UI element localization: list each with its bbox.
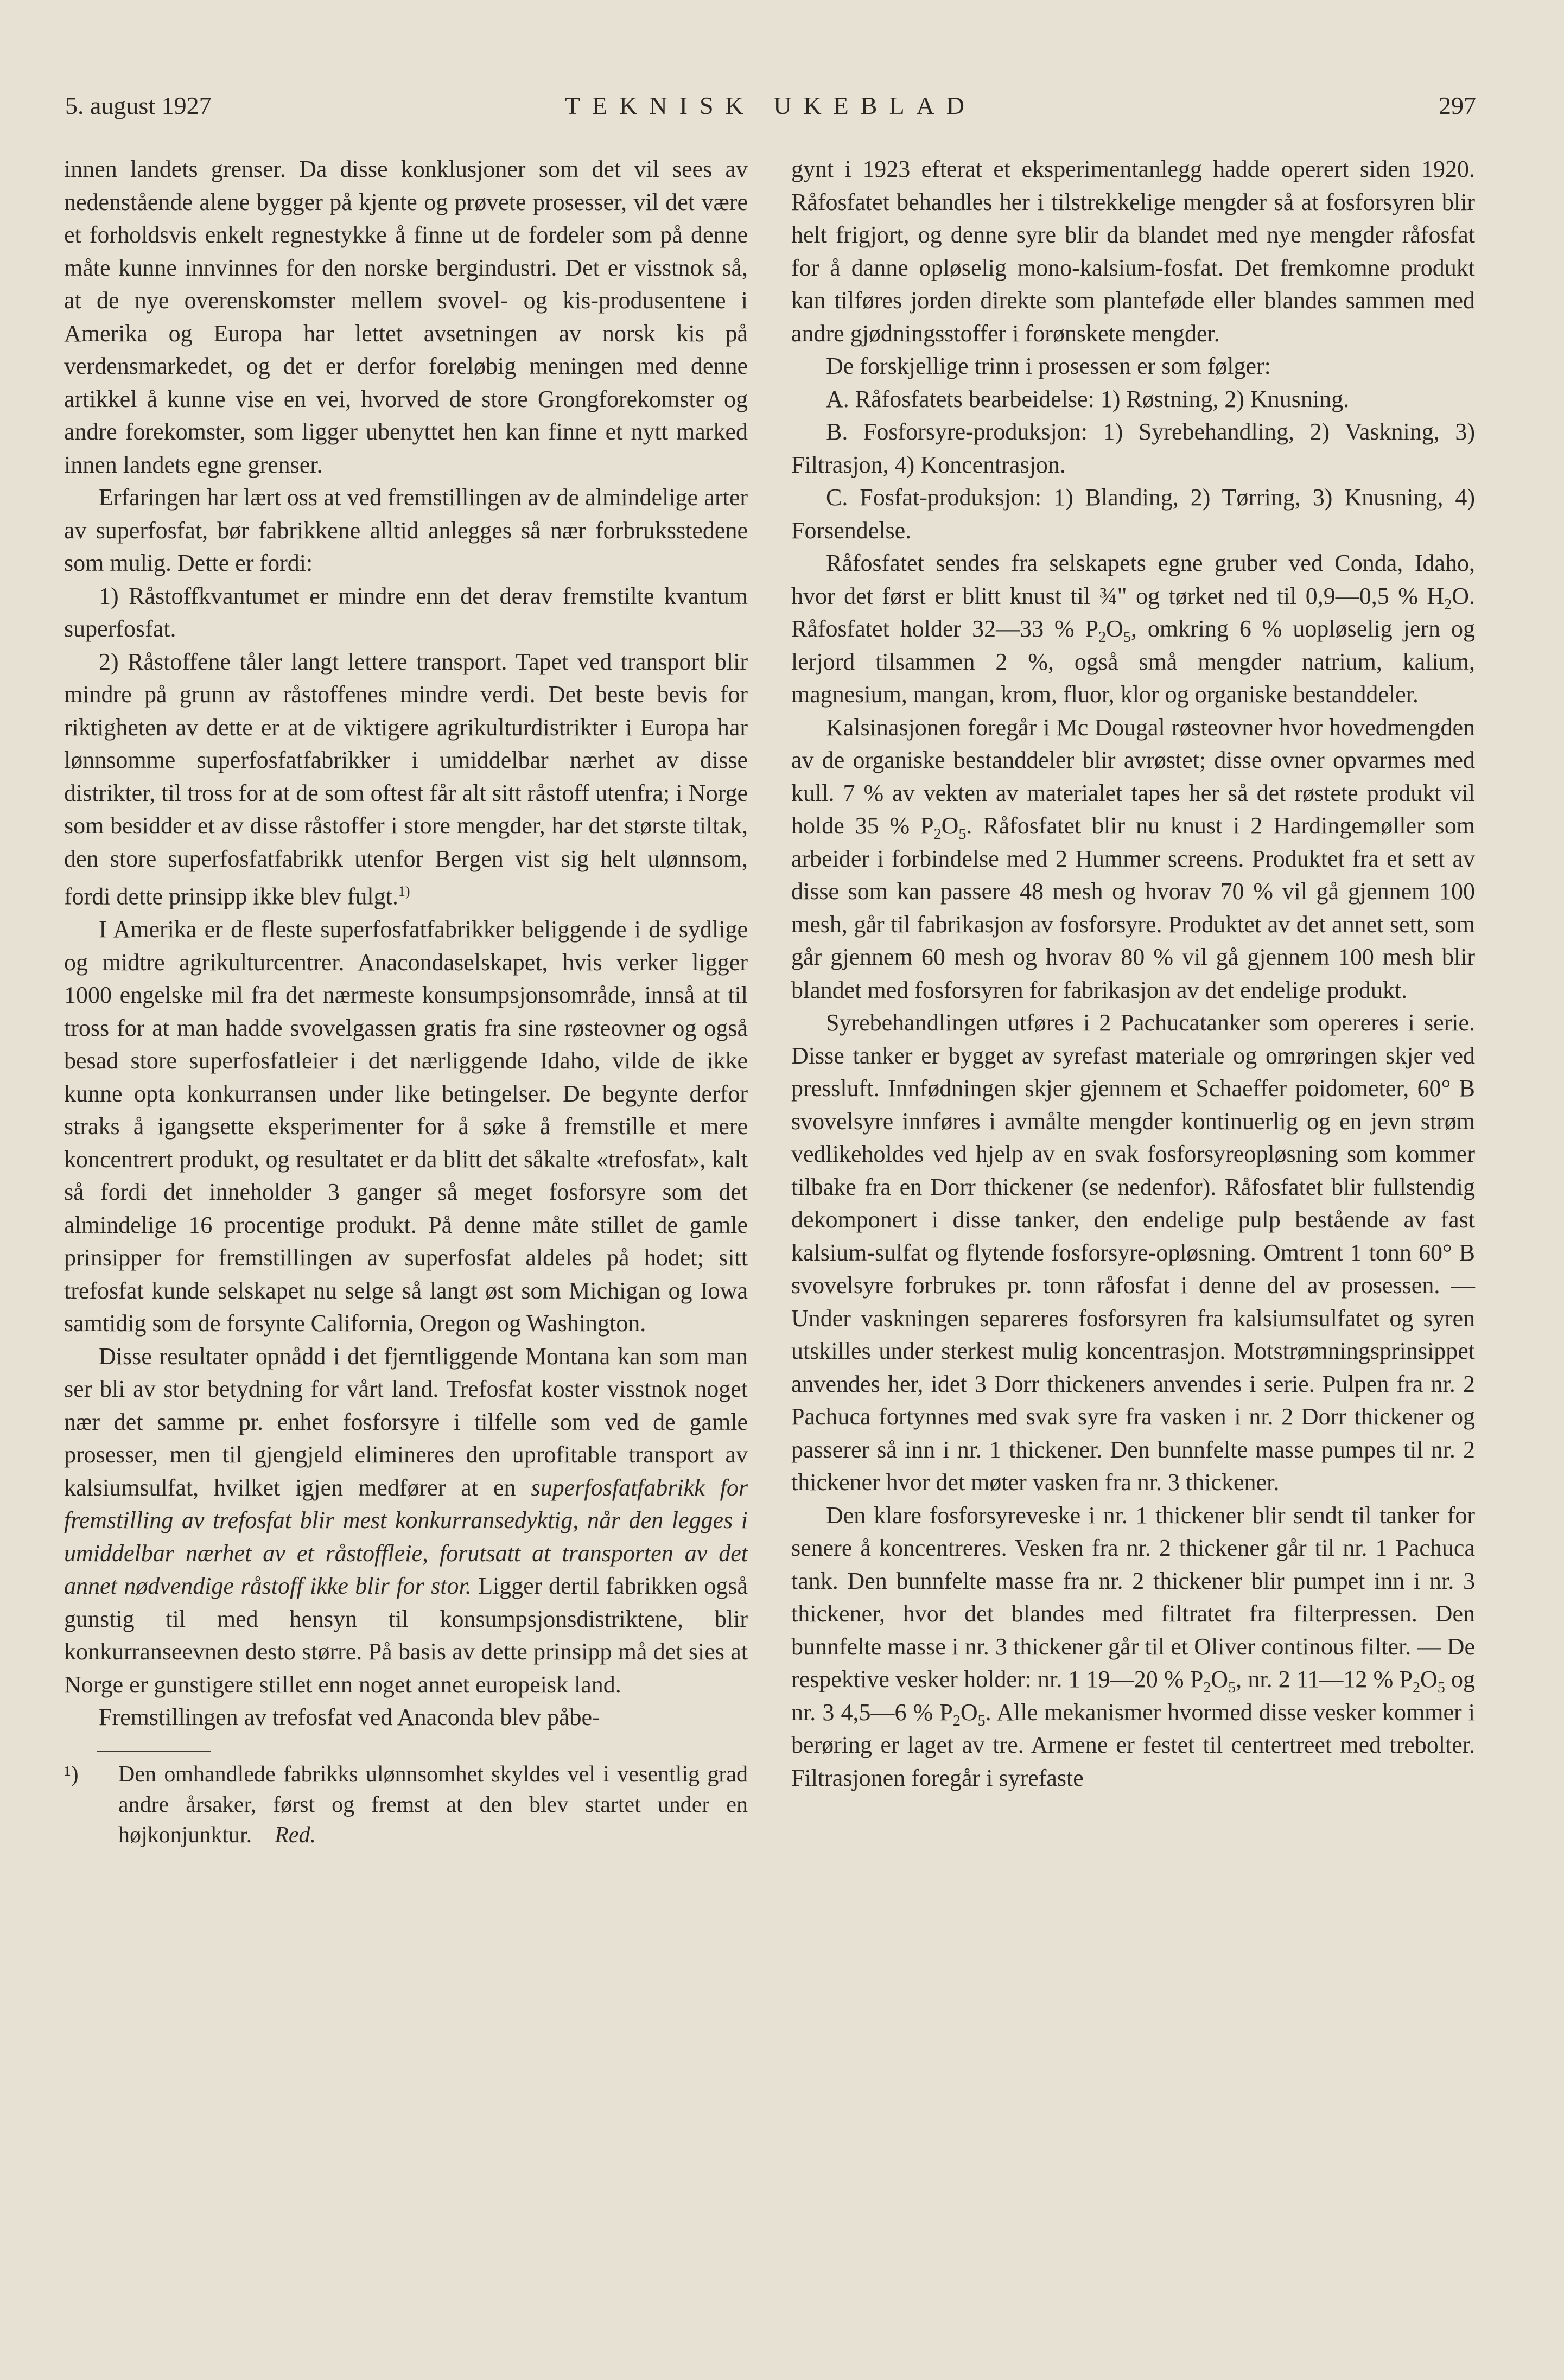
- right-paragraph-1: gynt i 1923 efterat et eksperimentanlegg hadde operert siden 1920. Råfosfatet behandles her i tilstrekkelige mengder så at fosforsyren blir helt frigjort, og denne syre blir da blandet med nye mengder råfosfat for å danne opløselig mono-kalsium-fosfat. Det fremkomne produkt kan tilføres jorden direkte som planteføde eller blandes sammen med andre gjødningsstoffer i forønskete mengder.: [791, 156, 1475, 347]
- process-step-b: B. Fosforsyre-produksjon: 1) Syrebehandling, 2) Vaskning, 3) Filtrasjon, 4) Koncentrasjon.: [791, 418, 1475, 478]
- footnote: [64, 1759, 748, 1850]
- footnote-editor-tag: Red.: [275, 1822, 316, 1848]
- footnote-reference: 1): [398, 883, 410, 899]
- issue-date: 5. august 1927: [65, 92, 212, 119]
- process-step-c: C. Fosfat-produksjon: 1) Blanding, 2) Tørring, 3) Knusning, 4) Forsendelse.: [791, 484, 1475, 544]
- right-paragraph-7: Kalsinasjonen foregår i Mc Dougal røsteovner hvor hovedmengden av de organiske bestanddeler blir avrøstet; disse ovner opvarmes med kull. 7 % av vekten av materialet tapes her så det røstete produkt vil holde 35 % $P_2O_5$. Råfosfatet blir nu knust i 2 Hardingemøller som arbeider i forbindelse med 2 Hummer screens. Produktet fra et sett av disse som kan passere 48 mesh og hvorav 70 % vil gå gjennem 100 mesh, går til fabrikasjon av fosforsyre. Produktet av det annet sett, som går gjennem 60 mesh og hvorav 80 % vil gå gjennem 100 mesh blir blandet med fosforsyren for fabrikasjon av det endelige produkt.: [791, 714, 1475, 1003]
- page-number: 297: [1439, 92, 1476, 119]
- journal-title: TEKNISK UKEBLAD: [564, 92, 976, 119]
- left-column: [64, 153, 748, 1850]
- left-paragraph-1: innen landets grenser. Da disse konklusjoner som det vil sees av nedenstående alene bygger på kjente og prøvete prosesser, vil det være et forholdsvis enkelt regnestykke å finne ut de fordeler som på denne måte kunne innvinnes for den norske bergindustri. Det er visstnok så, at de nye overenskomster mellem svovel- og kis-produsentene i Amerika og Europa har lettet avsetningen av norsk kis på verdensmarkedet, og det er derfor foreløbig meningen med denne artikkel å kunne vise en vei, hvorved de store Grongforekomster og andre forekomster, som ligger ubenyttet hen kan finne et nytt marked innen landets egne grenser.: [64, 156, 748, 478]
- left-paragraph-3: 1) Råstoffkvantumet er mindre enn det derav fremstilte kvantum superfosfat.: [64, 582, 748, 642]
- right-paragraph-8: Syrebehandlingen utføres i 2 Pachucatanker som opereres i serie. Disse tanker er bygget av syrefast materiale og omrøringen skjer ved pressluft. Innfødningen skjer gjennem et Schaeffer poidometer, 60° B svovelsyre innføres i avmålte mengder kontinuerlig og en jevn strøm vedlikeholdes ved hjelp av en svak fosforsyreopløsning som kommer tilbake fra en Dorr thickener (se nedenfor). Råfosfatet blir fullstendig dekomponert i disse tanker, den endelige pulp bestående av fast kalsium-sulfat og flytende fosforsyre-opløsning. Omtrent 1 tonn 60° B svovelsyre forbrukes pr. tonn råfosfat i denne del av prosessen. — Under vaskningen separeres fosforsyren fra kalsiumsulfatet og syren utskilles under sterkest mulig koncentrasjon. Motstrømningsprinsippet anvendes her, idet 3 Dorr thickeners anvendes i serie. Pulpen fra nr. 2 Pachuca fortynnes med svak syre fra vasken i nr. 2 Dorr thickener og passerer så inn i nr. 1 thickener. Den bunnfelte masse pumpes til nr. 2 thickener hvor det møter vasken fra nr. 3 thickener.: [791, 1009, 1475, 1496]
- footnote-divider: [97, 1751, 211, 1752]
- left-paragraph-6: Disse resultater opnådd i det fjerntliggende Montana kan som man ser bli av stor betydning for vårt land. Trefosfat koster visstnok noget nær det samme pr. enhet fosforsyre i tilfelle som ved de gamle prosesser, men til gjengjeld elimineres den uprofitable transport av kalsiumsulfat, hvilket igjen medfører at en superfosfatfabrikk for fremstilling av trefosfat blir mest konkurransedyktig, når den legges i umiddelbar nærhet av et råstoffleie, forutsatt at transporten av det annet nødvendige råstoff ikke blir for stor. Ligger dertil fabrikken også gunstig til med hensyn til konsumpsjonsdistriktene, blir konkurranseevnen desto større. På basis av dette prinsipp må det sies at Norge er gunstigere stillet enn noget annet europeisk land.: [64, 1342, 748, 1698]
- right-paragraph-2: De forskjellige trinn i prosessen er som følger:: [826, 353, 1271, 379]
- emphasis-text: superfosfatfabrikk for fremstilling av trefosfat blir mest konkurransedyktig, når den legges i umiddelbar nærhet av et råstoffleie, forutsatt at transporten av det annet nødvendige råstoff ikke blir for stor.: [64, 1474, 748, 1600]
- right-paragraph-9: Den klare fosforsyreveske i nr. 1 thickener blir sendt til tanker for senere å koncentreres. Vesken fra nr. 2 thickener går til nr. 1 Pachuca tank. Den bunnfelte masse fra nr. 2 thickener blir pumpet inn i nr. 3 thickener, hvor det blandes med filtratet fra filterpressen. Den bunnfelte masse i nr. 3 thickener går til et Oliver continous filter. — De respektive vesker holder: nr. 1 19—20 % $P_2O_5$, nr. 2 11—12 % $P_2O_5$ og nr. 3 4,5—6 % $P_2O_5$. Alle mekanismer hvormed disse vesker kommer i berøring er laget av tre. Armene er festet til centertreet med trebolter. Filtrasjonen foregår i syrefaste: [791, 1501, 1476, 1791]
- right-paragraph-6: Råfosfatet sendes fra selskapets egne gruber ved Conda, Idaho, hvor det først er blitt knust til ¾" og tørket ned til 0,9—0,5 % $H_2O$. Råfosfatet holder 32—33 % $P_2O_5$, omkring 6 % uopløselig jern og lerjord tilsammen 2 %, også små mengder natrium, kalium, magnesium, mangan, krom, fluor, klor og organiske bestanddeler.: [791, 550, 1475, 708]
- footnote-mark: ¹): [64, 1761, 79, 1787]
- left-paragraph-2: Erfaringen har lært oss at ved fremstillingen av de almindelige arter av superfosfat, bør fabrikkene alltid anlegges så nær forbruksstedene som mulig. Dette er fordi:: [64, 484, 748, 576]
- process-step-a: A. Råfosfatets bearbeidelse: 1) Røstning, 2) Knusning.: [826, 385, 1350, 412]
- running-header: [65, 91, 1476, 129]
- left-paragraph-4: 2) Råstoffene tåler langt lettere transport. Tapet ved transport blir mindre på grunn av råstoffenes mindre verdi. Det beste bevis for riktigheten av dette er at de viktigere agrikulturdistrikter i Europa har lønnsomme superfosfatfabrikker i umiddelbar nærhet av disse distrikter, til tross for at de som oftest får alt sitt råstoff utenfra; i Norge som besidder et av disse råstoffer i store mengder, har det største tiltak, den store superfosfatfabrikk utenfor Bergen vist sig helt ulønnsom, fordi dette prinsipp ikke blev fulgt.$^{1)}$: [64, 648, 748, 910]
- left-paragraph-5: I Amerika er de fleste superfosfatfabrikker beliggende i de sydlige og midtre agrikulturcentrer. Anacondaselskapet, hvis verker ligger 1000 engelske mil fra det nærmeste konsumpsjonsområde, innså at til tross for at man hadde svovelgassen gratis fra sine røsteovner og også besad store superfosfatleier i det nærliggende Idaho, vilde de ikke kunne opta konkurransen under like betingelser. De begynte derfor straks å igangsette eksperimenter for å søke å fremstille et mere koncentrert produkt, og resultatet er da blitt det såkalte «trefosfat», kalt så fordi det inneholder 3 ganger så meget fosforsyre som det almindelige 16 procentige produkt. På denne måte stillet de gamle prinsipper for fremstillingen av superfosfat aldeles på hodet; sitt trefosfat kunde selskapet nu selge så langt øst som Michigan og Iowa samtidig som de forsynte California, Oregon og Washington.: [64, 916, 748, 1337]
- footnote-text: Den omhandlede fabrikks ulønnsomhet skyldes vel i vesentlig grad andre årsaker, først og fremst at den blev startet under en højkonjunktur.: [118, 1761, 748, 1848]
- left-paragraph-7: Fremstillingen av trefosfat ved Anaconda blev påbe-: [99, 1704, 600, 1731]
- right-column: [791, 153, 1475, 1794]
